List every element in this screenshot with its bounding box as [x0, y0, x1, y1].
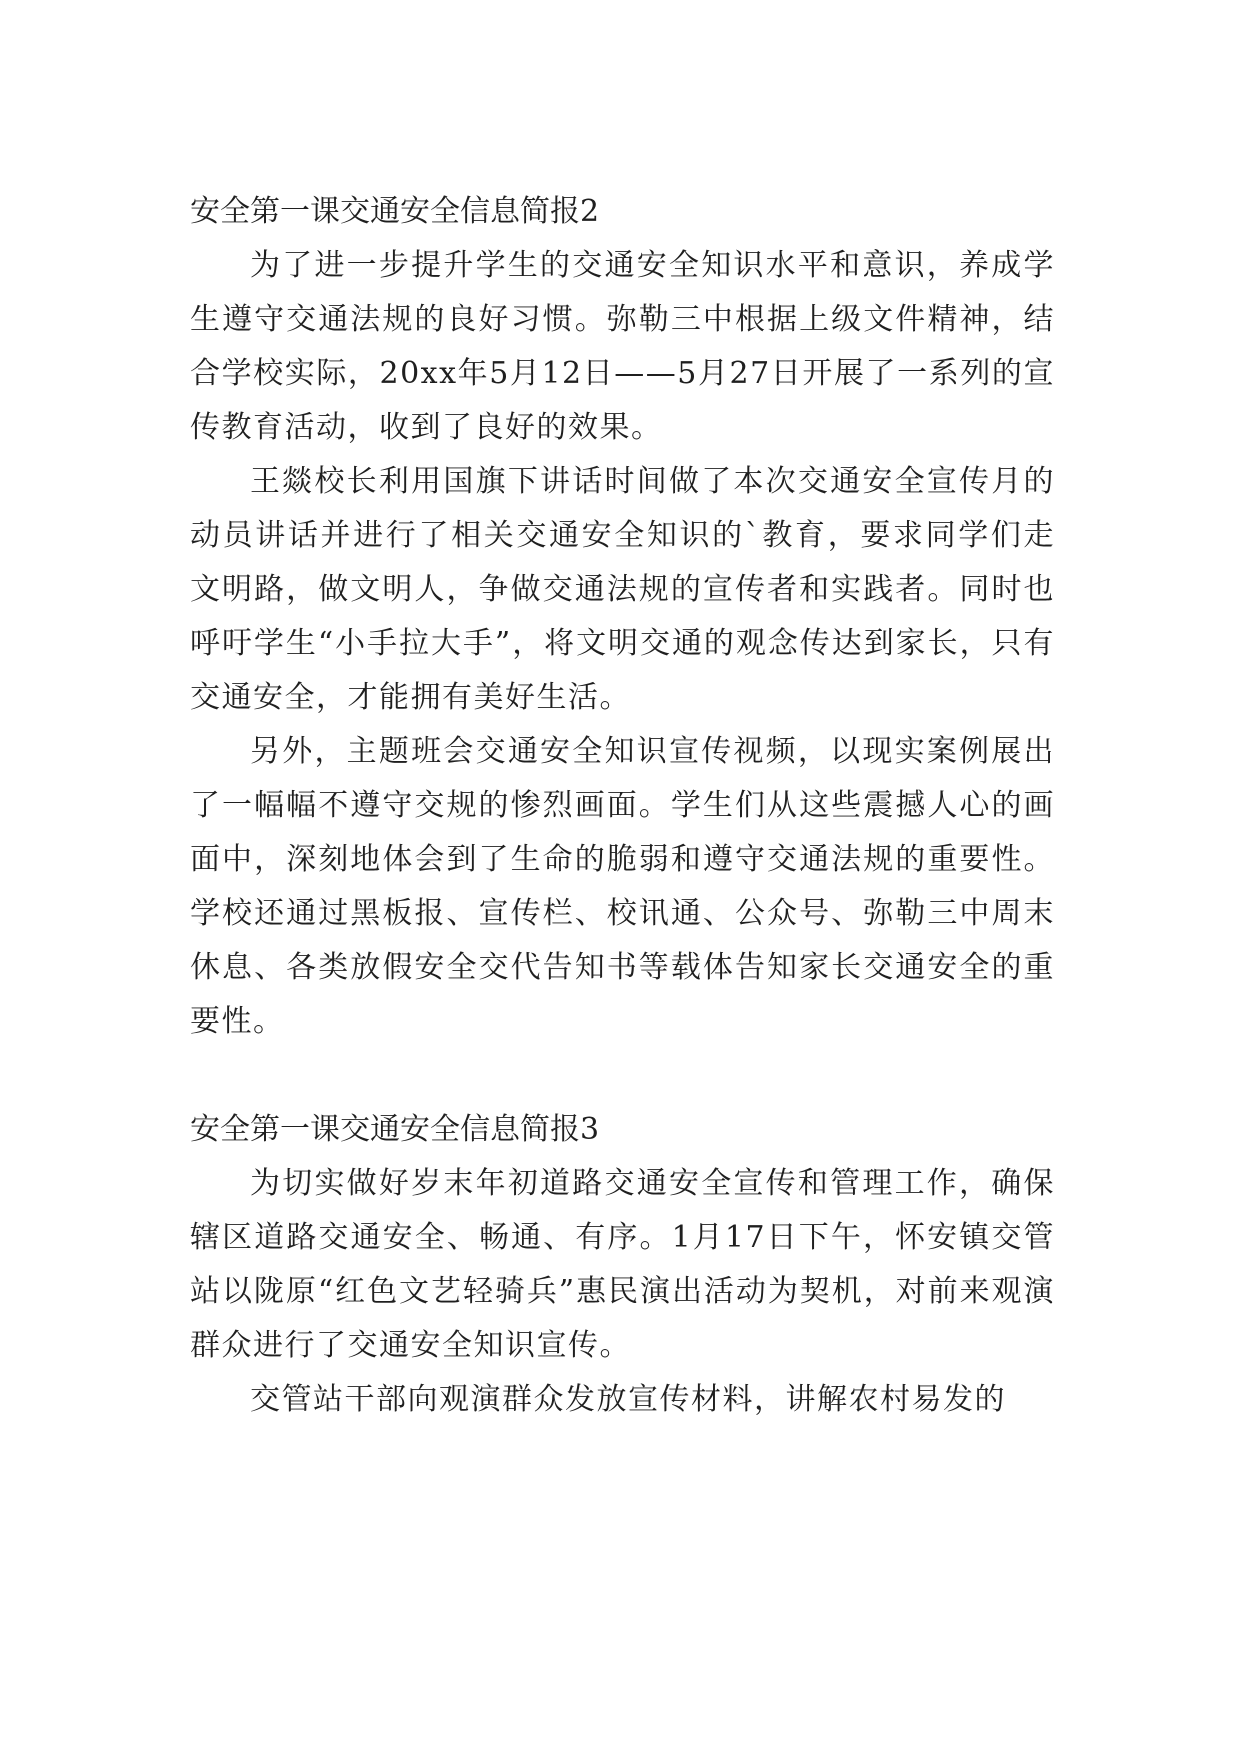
- section-briefing-3: [190, 1103, 1055, 1427]
- document-body: [190, 185, 1055, 1427]
- paragraph: 为切实做好岁末年初道路交通安全宣传和管理工作，确保辖区道路交通安全、畅通、有序。1月17日下午，怀安镇交管站以陇原“红色文艺轻骑兵”惠民演出活动为契机，对前来观演群众进行了交通安全知识宣传。: [190, 1166, 1055, 1363]
- paragraph: 为了进一步提升学生的交通安全知识水平和意识，养成学生遵守交通法规的良好习惯。弥勒三中根据上级文件精神，结合学校实际，20xx年5月12日——5月27日开展了一系列的宣传教育活动，收到了良好的效果。: [190, 248, 1055, 445]
- paragraph: 交管站干部向观演群众发放宣传材料，讲解农村易发的: [250, 1382, 1006, 1417]
- section-heading: 安全第一课交通安全信息简报2: [190, 194, 600, 229]
- paragraph: 王燚校长利用国旗下讲话时间做了本次交通安全宣传月的动员讲话并进行了相关交通安全知识的`教育，要求同学们走文明路，做文明人，争做交通法规的宣传者和实践者。同时也呼吁学生“小手拉大手”，将文明交通的观念传达到家长，只有交通安全，才能拥有美好生活。: [190, 464, 1055, 715]
- section-briefing-2: [190, 185, 1055, 1049]
- paragraph: 另外，主题班会交通安全知识宣传视频，以现实案例展出了一幅幅不遵守交规的惨烈画面。学生们从这些震撼人心的画面中，深刻地体会到了生命的脆弱和遵守交通法规的重要性。学校还通过黑板报、宣传栏、校讯通、公众号、弥勒三中周末休息、各类放假安全交代告知书等载体告知家长交通安全的重要性。: [190, 734, 1055, 1039]
- section-heading: 安全第一课交通安全信息简报3: [190, 1112, 600, 1147]
